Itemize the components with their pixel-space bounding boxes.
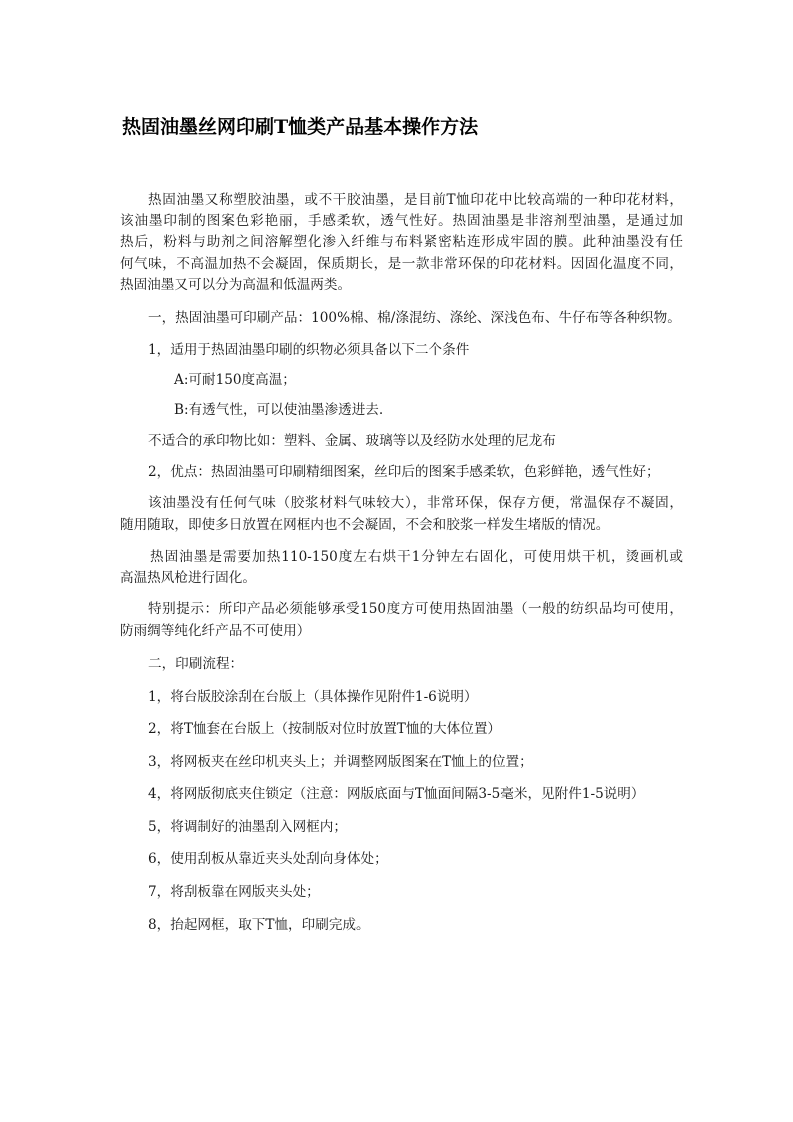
intro-line: 热固油墨又可以分为高温和低温两类。 [120, 277, 352, 293]
tip-line: 防雨绸等纯化纤产品不可使用） [120, 623, 311, 639]
step-item: 7，将刮板靠在网版夹头处； [148, 884, 320, 900]
odor-line: 该油墨没有任何气味（胶浆材料气味较大），非常环保，保存方便，常温保存不凝固， [148, 495, 683, 511]
curing-line: 热固油墨是需要加热110-150度左右烘干1分钟左右固化，可使用烘干机，烫画机或 [150, 549, 683, 565]
section1-item2: 2，优点：热固油墨可印刷精细图案，丝印后的图案手感柔软，色彩鲜艳，透气性好； [148, 464, 660, 480]
odor-line: 随用随取，即使多日放置在网框内也不会凝固，不会和胶浆一样发生堵版的情况。 [120, 517, 610, 533]
section2-heading: 二，印刷流程： [148, 656, 244, 672]
step-item: 2，将T恤套在台版上（按制版对位时放置T恤的大体位置） [148, 721, 502, 737]
step-item: 8，抬起网框，取下T恤，印刷完成。 [148, 917, 370, 933]
section1-heading: 一，热固油墨可印刷产品：100%棉、棉/涤混纺、涤纶、深浅色布、牛仔布等各种织物。 [148, 310, 681, 326]
step-item: 6，使用刮板从靠近夹头处刮向身体处； [148, 851, 388, 867]
step-item: 4，将网版彻底夹住锁定（注意：网版底面与T恤面间隔3-5毫米，见附件1-5说明） [148, 786, 645, 802]
intro-line: 何气味，不高温加热不会凝固，保质期长，是一款非常环保的印花材料。因固化温度不同， [120, 256, 683, 272]
step-item: 3，将网板夹在丝印机夹头上；并调整网版图案在T恤上的位置； [148, 754, 533, 770]
intro-line: 热固油墨又称塑胶油墨，或不干胶油墨，是目前T恤印花中比较高端的一种印花材料， [148, 192, 683, 208]
unsuitable-materials: 不适合的承印物比如：塑料、金属、玻璃等以及经防水处理的尼龙布 [148, 433, 556, 449]
condition-a: A:可耐150度高温； [174, 372, 296, 388]
tip-line: 特别提示：所印产品必须能够承受150度方可使用热固油墨（一般的纺织品均可使用， [148, 601, 683, 617]
section1-item1: 1，适用于热固油墨印刷的织物必须具备以下二个条件 [148, 342, 470, 358]
intro-line: 热后，粉料与助剂之间溶解塑化渗入纤维与布料紧密粘连形成牢固的膜。此种油墨没有任 [120, 234, 683, 250]
step-item: 5，将调制好的油墨刮入网框内； [148, 819, 347, 835]
document-title: 热固油墨丝网印刷T恤类产品基本操作方法 [122, 116, 479, 138]
step-item: 1，将台版胶涂刮在台版上（具体操作见附件1-6说明） [148, 689, 478, 705]
condition-b: B:有透气性，可以使油墨渗透进去. [174, 402, 384, 418]
intro-line: 该油墨印制的图案色彩艳丽，手感柔软，透气性好。热固油墨是非溶剂型油墨，是通过加 [120, 213, 683, 229]
curing-line: 高温热风枪进行固化。 [120, 570, 256, 586]
